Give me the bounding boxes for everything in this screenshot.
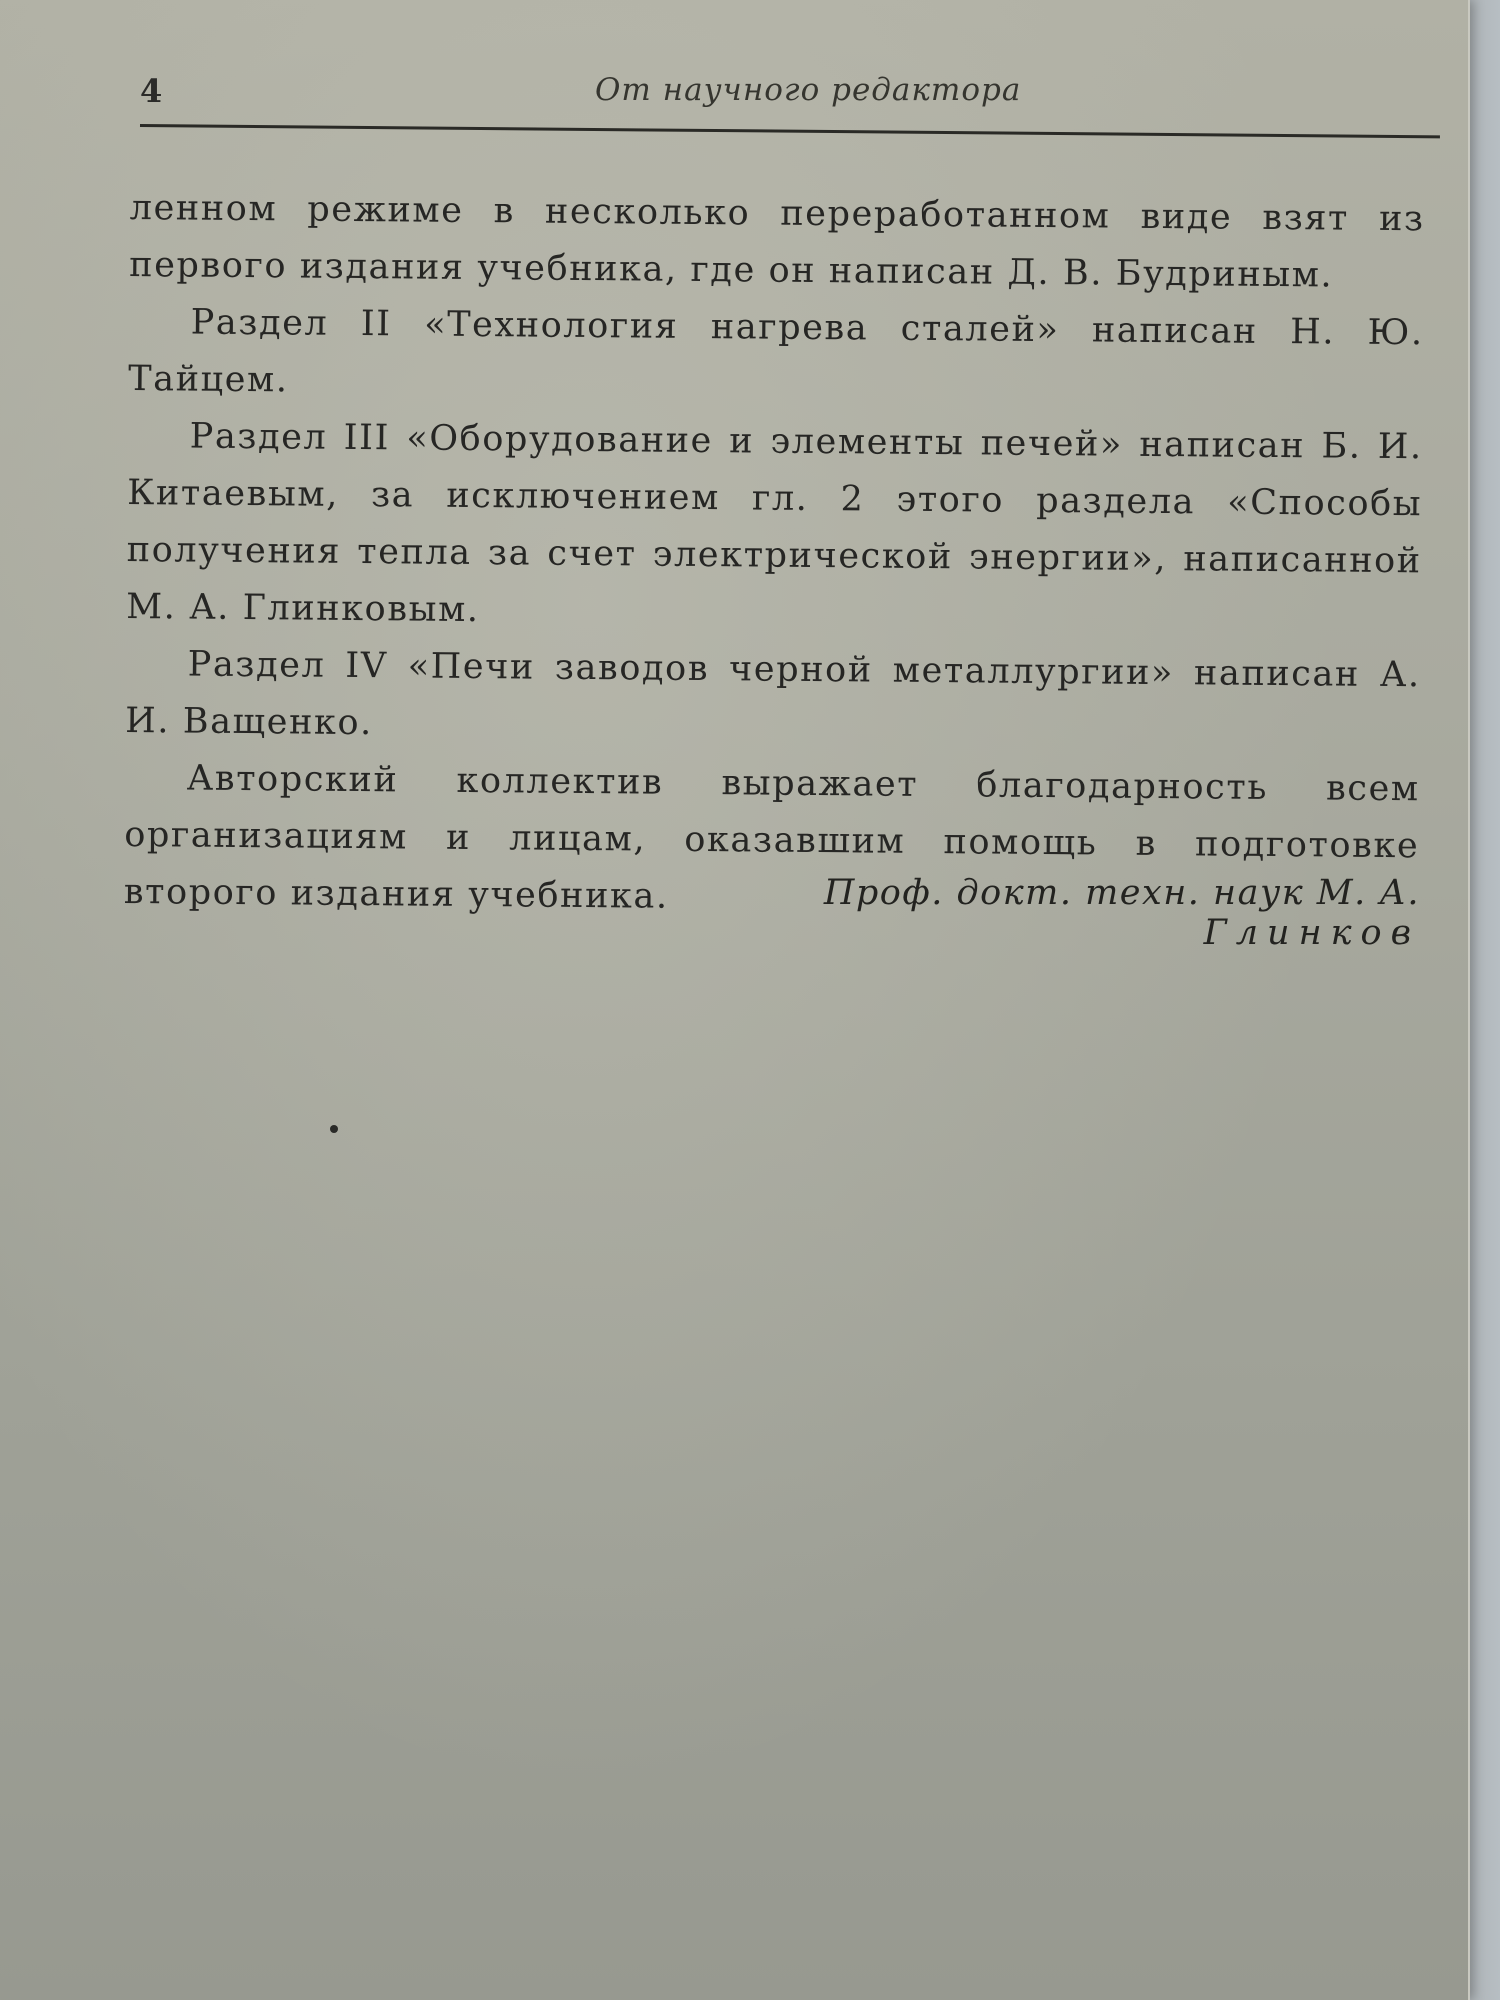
- paragraph-continuation: ленном режиме в несколько переработанном виде взят из первого издания учебника, где он написан Д. В. Будриным.: [129, 187, 1425, 296]
- page-number: 4: [140, 72, 163, 110]
- running-title: От научного редактора: [595, 72, 1022, 108]
- signature-title: Проф. докт. техн. наук М. А.: [823, 873, 1420, 913]
- paragraph-acknowledgement: Авторский коллектив выражает благодарность всем организациям и лицам, оказавшим помощь в подготовке второго издания учебника.: [123, 758, 1420, 917]
- editor-signature: [600, 873, 1420, 953]
- signature-surname: Глинков: [1203, 913, 1420, 953]
- paragraph-section-4: Раздел IV «Печи заводов черной металлургии» написан А. И. Ващенко.: [125, 644, 1421, 744]
- paper-speck: [330, 1125, 338, 1133]
- page-header: [140, 72, 1440, 122]
- body-text: [124, 180, 1425, 932]
- header-rule: [140, 124, 1440, 138]
- paragraph-section-3: Раздел III «Оборудование и элементы печей» написан Б. И. Китаевым, за исключением гл. 2 этого раздела «Способы получения тепла за счет электрической энергии», написанной М. А. Глинковым.: [126, 416, 1423, 631]
- paragraph-section-2: Раздел II «Технология нагрева сталей» написан Н. Ю. Тайцем.: [128, 302, 1424, 401]
